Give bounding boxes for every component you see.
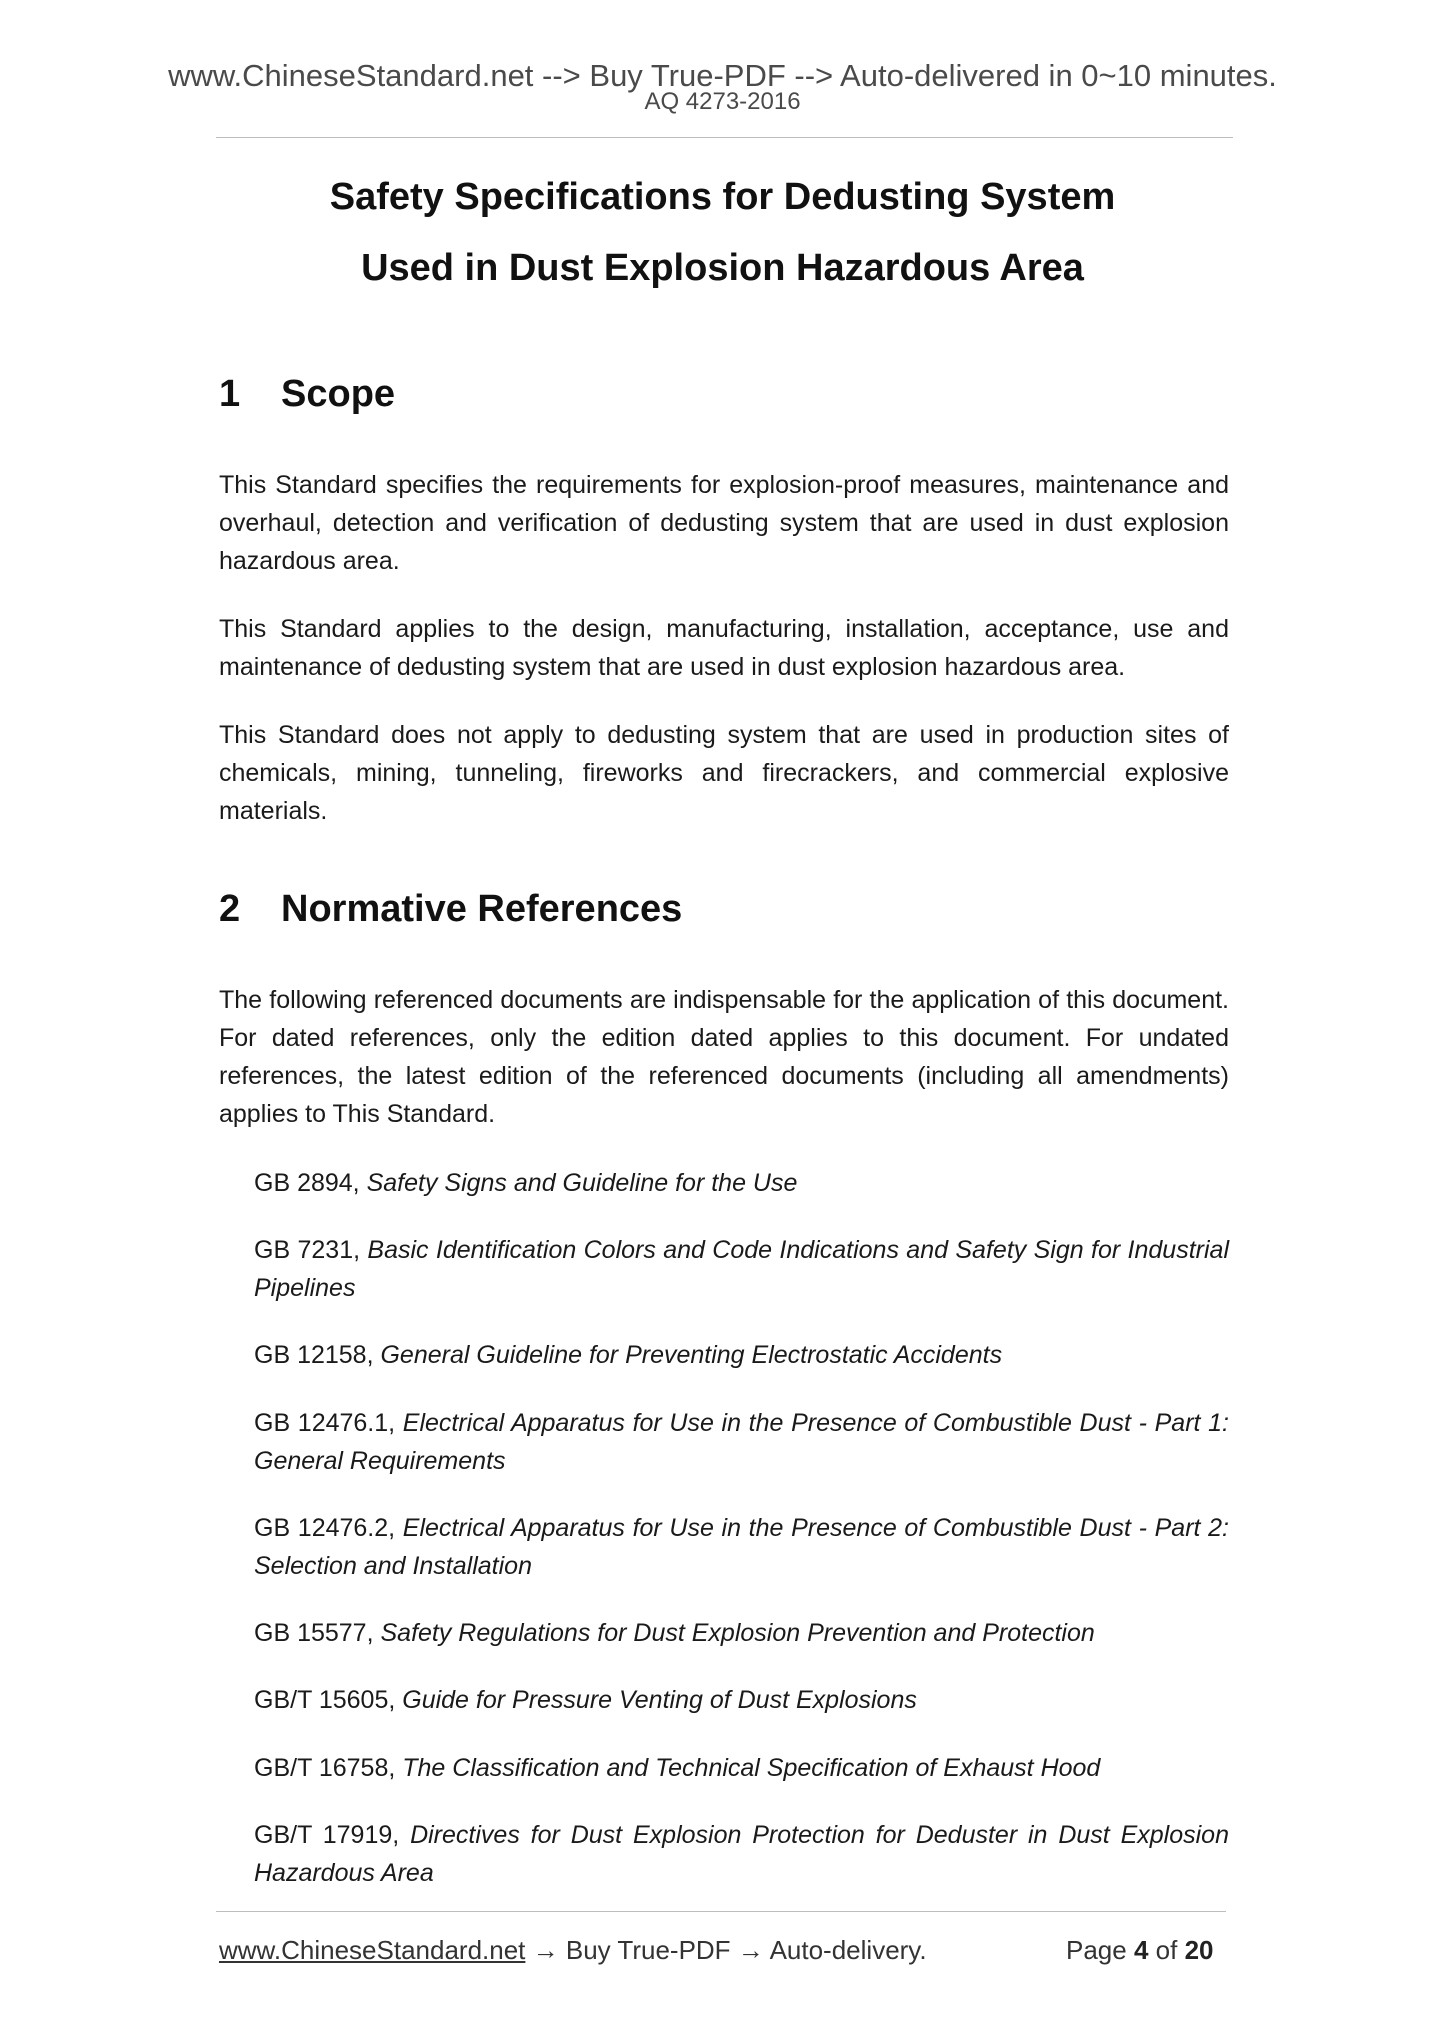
page-indicator: Page 4 of 20	[1066, 1935, 1214, 1965]
total-pages: 20	[1184, 1935, 1214, 1965]
scope-paragraph-3: This Standard does not apply to dedusting system that are used in production sites of chemicals, mining, tunneling, fireworks and firecrackers, and commercial explosive materials.	[219, 721, 1229, 825]
section-number: 2	[219, 888, 241, 930]
section-heading-scope	[219, 371, 395, 417]
standard-code: AQ 4273-2016	[644, 88, 801, 115]
reference-item: GB 2894, Safety Signs and Guideline for the Use	[254, 1169, 798, 1197]
reference-item: GB 12158, General Guideline for Preventing Electrostatic Accidents	[254, 1341, 1003, 1369]
footer-tagline: → Buy True-PDF → Auto-delivery.	[525, 1935, 927, 1965]
header-divider	[216, 137, 1233, 138]
document-title-line-1: Safety Specifications for Dedusting System	[329, 176, 1116, 218]
section-heading-normative-references	[219, 886, 682, 932]
reference-item: GB 7231, Basic Identification Colors and Code Indications and Safety Sign for Industrial Pipelines	[254, 1236, 1229, 1302]
reference-item: GB/T 17919, Directives for Dust Explosion Protection for Deduster in Dust Explosion Hazardous Area	[254, 1821, 1229, 1887]
reference-item: GB 12476.1, Electrical Apparatus for Use in the Presence of Combustible Dust - Part 1: General Requirements	[254, 1409, 1229, 1475]
section-number: 1	[219, 373, 241, 415]
reference-item: GB/T 16758, The Classification and Technical Specification of Exhaust Hood	[254, 1754, 1101, 1782]
document-title-line-2: Used in Dust Explosion Hazardous Area	[361, 247, 1084, 289]
references-intro: The following referenced documents are indispensable for the application of this document. For dated references, only the edition dated applies to this document. For undated references, the latest edition of the referenced documents (including all amendments) applies to This Standard.	[219, 986, 1229, 1128]
reference-item: GB 15577, Safety Regulations for Dust Explosion Prevention and Protection	[254, 1619, 1095, 1647]
section-title: Scope	[281, 373, 396, 415]
footer-divider	[216, 1911, 1226, 1912]
current-page: 4	[1133, 1935, 1149, 1965]
footer-note	[219, 1934, 927, 1966]
scope-paragraph-2: This Standard applies to the design, manufacturing, installation, acceptance, use and maintenance of dedusting system that are used in dust explosion hazardous area.	[219, 615, 1229, 681]
footer-website-link[interactable]: www.ChineseStandard.net	[219, 1935, 526, 1965]
header-banner: www.ChineseStandard.net --> Buy True-PDF --> Auto-delivered in 0~10 minutes.	[168, 58, 1277, 93]
reference-item: GB 12476.2, Electrical Apparatus for Use in the Presence of Combustible Dust - Part 2: Selection and Installation	[254, 1514, 1229, 1580]
section-title: Normative References	[281, 888, 683, 930]
reference-item: GB/T 15605, Guide for Pressure Venting of Dust Explosions	[254, 1686, 917, 1714]
scope-paragraph-1: This Standard specifies the requirements for explosion-proof measures, maintenance and overhaul, detection and verification of dedusting system that are used in dust explosion hazardous area.	[219, 471, 1229, 575]
